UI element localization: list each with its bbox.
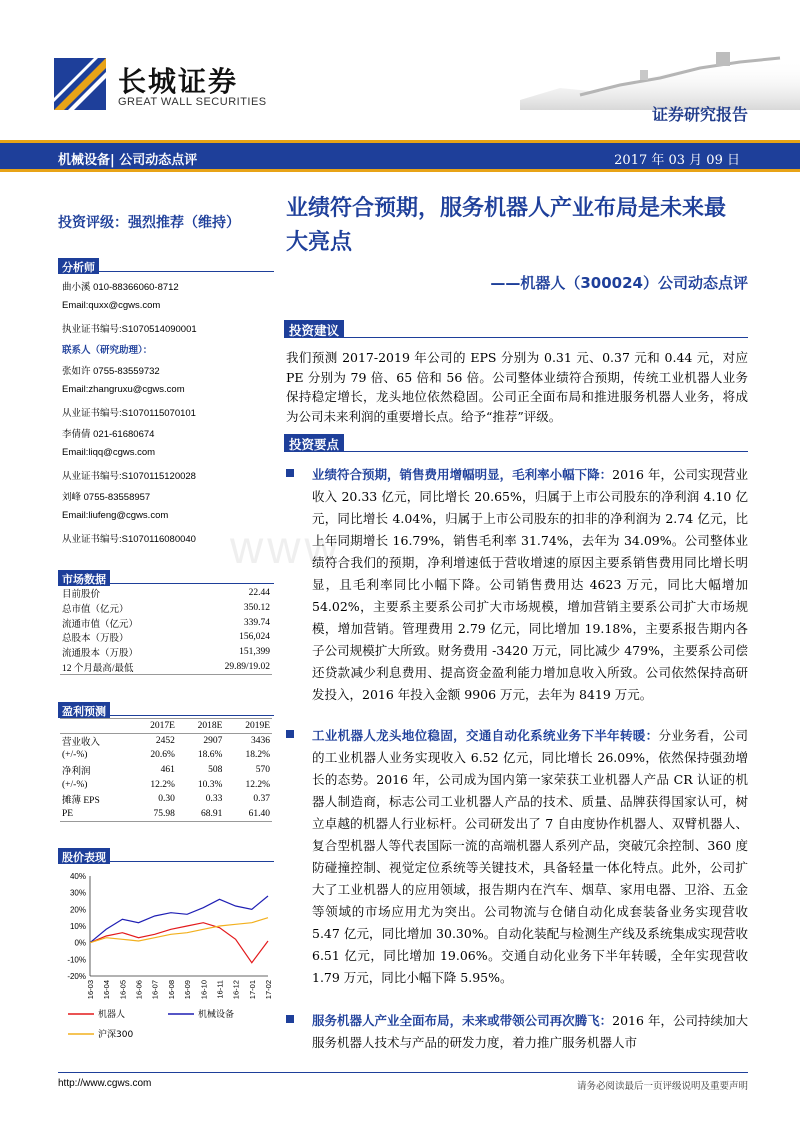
key-point-heading: 服务机器人产业全面布局，未来或带领公司再次腾飞： <box>312 1013 613 1028</box>
table-row: 12 个月最高/最低 29.89/19.02 <box>60 659 272 674</box>
x-tick-label: 16-05 <box>118 980 128 1000</box>
analyst-line: Email:quxx@cgws.com <box>62 300 161 311</box>
table-row: 目前股价 22.44 <box>62 588 270 601</box>
footer-disclaimer: 请务必阅读最后一页评级说明及重要声明 <box>576 1081 748 1092</box>
footer-url[interactable]: http://www.cgws.com <box>58 1078 152 1089</box>
contact-line: Email:liqq@cgws.com <box>62 447 156 458</box>
key-point <box>286 1010 748 1054</box>
brand-name-cn: 长城证券 <box>118 65 239 98</box>
footer-divider <box>58 1072 748 1073</box>
investment-rating: 投资评级：强烈推荐（维持） <box>58 215 240 231</box>
contact-line: Email:liufeng@cgws.com <box>62 510 169 521</box>
table-header-row: 2017E 2018E 2019E <box>60 719 272 734</box>
category-label: 机械设备| 公司动态点评 <box>58 153 198 168</box>
great-wall-image <box>520 40 800 110</box>
key-point-text: 2016 年，公司实现营业收入 20.33 亿元，同比增长 20.65%，归属于上市公司股东的净利润 4.10 亿元，同比增长 4.04%，归属于上市公司股东的扣非的净利润为 2.74 亿元，比上年同期增长 16.79%，销售毛利率 31.74%，去年为 34.09%。公司整体业绩符合我们的预期，净利增速低于营收增速的原因主要系销售费用同比增长明显，且毛利率同比小幅下降。公司销售费用达 4623 万元，同比大幅增加 54.02%，主要系主要系公司扩大市场规模，增加营销主要系公司扩大市场规模，增加营销。管理费用 2.79 亿元，同比增加 19.18%，主要系报告期内各子公司规模扩大所致。财务费用 -3420 万元，同比减少 479%，主要系公司偿还贷款减少利息费用、提高资金盈利能力增加息收入所致。公司依然保持高研发投入，2016 年投入金额 9906 万元，去年为 8419 万元。 <box>312 467 748 702</box>
report-type: 证券研究报告 <box>651 105 748 124</box>
analyst-section-header: 分析师 <box>58 256 274 272</box>
stock-chart-header: 股价表现 <box>58 846 274 862</box>
key-point <box>286 725 748 989</box>
y-tick-label: 10% <box>69 922 86 931</box>
x-tick-label: 17-01 <box>247 980 257 1000</box>
key-point-text: 分业务看，公司的工业机器人业务实现收入 6.52 亿元，同比增长 26.09%，依然保持强劲增长的态势。2016 年，公司成为国内第一家荣获工业机器人产品 CR 认证的机器人制造商，标志公司工业机器人产品的技术、质量、品牌获得国家认可，树立卓越的机器人行业标杆。公司研发出了 7 自由度协作机器人、双臂机器人、复合型机器人等代表国际一流的高端机器人系列产品，突破冗余控制、360 度防碰撞控制、视觉定位系统等关键技术，具备轻量一体化特点。此外，公司扩大了工业机器人的应用领域，报告期内在汽车、烟草、家用电器、卫浴、五金等领域的市场应用尤为突出。公司物流与仓储自动化成套装备业务实现营收 5.47 亿元，同比增加 30.30%。自动化装配与检测生产线及系统集成实现营收 6.51 亿元，同比增加 19.06%。交通自动化业务下半年转暖，全年实现营收 1.79 万元，同比小幅下降 5.95%。 <box>312 728 748 985</box>
company-logo-icon <box>54 58 106 110</box>
y-tick-label: 30% <box>69 888 86 898</box>
report-subtitle: ——机器人（300024）公司动态点评 <box>490 274 748 292</box>
bullet-square-icon <box>286 1015 294 1023</box>
advice-section-header: 投资建议 <box>284 320 748 338</box>
table-row: 总市值（亿元） 350.12 <box>62 603 270 616</box>
key-point <box>286 464 748 706</box>
market-data-table <box>60 586 272 675</box>
market-data-header: 市场数据 <box>58 568 274 584</box>
analyst-line: 执业证书编号:S1070514090001 <box>62 324 197 335</box>
legend-label: 机器人 <box>98 1010 126 1020</box>
x-tick-label: 16-10 <box>199 980 209 1000</box>
key-point-text: 2016 年，公司持续加大服务机器人技术与产品的研发力度，着力推广服务机器人市 <box>312 1013 748 1050</box>
brand-name-en: GREAT WALL SECURITIES <box>118 96 267 108</box>
series-line-沪深300 <box>90 918 268 943</box>
table-row: 流通市值（亿元） 339.74 <box>62 617 270 630</box>
table-row: 摊薄 EPS 0.30 0.33 0.37 <box>62 794 270 807</box>
table-row: (+/-%) 12.2% 10.3% 12.2% <box>62 779 270 790</box>
x-tick-label: 16-12 <box>231 980 241 1000</box>
key-points-header: 投资要点 <box>284 434 748 452</box>
contact-line: 刘峰 0755-83558957 <box>62 492 151 503</box>
y-tick-label: 40% <box>69 872 86 881</box>
key-point-heading: 业绩符合预期，销售费用增幅明显，毛利率小幅下降： <box>312 467 613 482</box>
x-tick-label: 16-11 <box>215 980 225 999</box>
report-date: 2017 年 03 月 09 日 <box>614 153 740 168</box>
x-tick-label: 16-06 <box>134 980 144 1000</box>
table-row: 总股本（万股） 156,024 <box>62 632 270 645</box>
x-tick-label: 16-08 <box>166 980 176 1000</box>
y-tick-label: 0% <box>74 938 86 948</box>
x-tick-label: 16-04 <box>102 980 112 1000</box>
contact-line: 从业证书编号:S1070115120028 <box>62 471 196 482</box>
analyst-line: 曲小溪 010-88366060-8712 <box>62 282 179 293</box>
legend-label: 沪深300 <box>98 1030 134 1040</box>
contact-header: 联系人（研究助理）： <box>62 345 153 356</box>
contact-line: Email:zhangruxu@cgws.com <box>62 384 185 395</box>
watermark: www. <box>230 521 356 573</box>
x-tick-label: 16-07 <box>150 980 160 1000</box>
x-tick-label: 17-02 <box>264 980 273 1000</box>
table-row: (+/-%) 20.6% 18.6% 18.2% <box>62 750 270 761</box>
table-row: 流通股本（万股） 151,399 <box>62 647 270 660</box>
y-tick-label: -20% <box>67 972 86 981</box>
x-tick-label: 16-09 <box>183 980 193 1000</box>
table-row: 营业收入 2452 2907 3436 <box>62 735 270 748</box>
report-title: 业绩符合预期，服务机器人产业布局是未来最大亮点 <box>286 196 727 255</box>
header-band <box>0 140 800 172</box>
contact-line: 从业证书编号:S1070116080040 <box>62 534 196 545</box>
legend-label: 机械设备 <box>198 1010 235 1020</box>
contact-line: 张如许 0755-83559732 <box>62 366 160 377</box>
advice-paragraph: 我们预测 2017-2019 年公司的 EPS 分别为 0.31 元、0.37 元和 0.44 元，对应 PE 分别为 79 倍、65 倍和 56 倍。公司整体业绩符合预期，传统工业机器人业务保持稳定增长，龙头地位依然稳固。公司正全面布局和推进服务机器人业务，将成为公司未来利润的重要增长点。给予“推荐”评级。 <box>286 350 748 424</box>
forecast-header: 盈利预测 <box>58 700 274 716</box>
y-tick-label: -10% <box>67 955 86 965</box>
table-row: 净利润 461 508 570 <box>62 764 270 777</box>
contact-line: 李倩倩 021-61680674 <box>62 429 155 440</box>
stock-performance-chart <box>58 866 274 1046</box>
series-line-机械设备 <box>90 896 268 943</box>
table-row: PE 75.98 68.91 61.40 <box>60 807 272 822</box>
bullet-square-icon <box>286 469 294 477</box>
contact-line: 从业证书编号:S1070115070101 <box>62 408 196 419</box>
bullet-square-icon <box>286 730 294 738</box>
key-point-heading: 工业机器人龙头地位稳固，交通自动化系统业务下半年转暖： <box>312 728 659 743</box>
y-tick-label: 20% <box>69 905 86 915</box>
series-line-机器人 <box>90 923 268 963</box>
forecast-table <box>60 718 272 822</box>
x-tick-label: 16-03 <box>86 980 95 1000</box>
